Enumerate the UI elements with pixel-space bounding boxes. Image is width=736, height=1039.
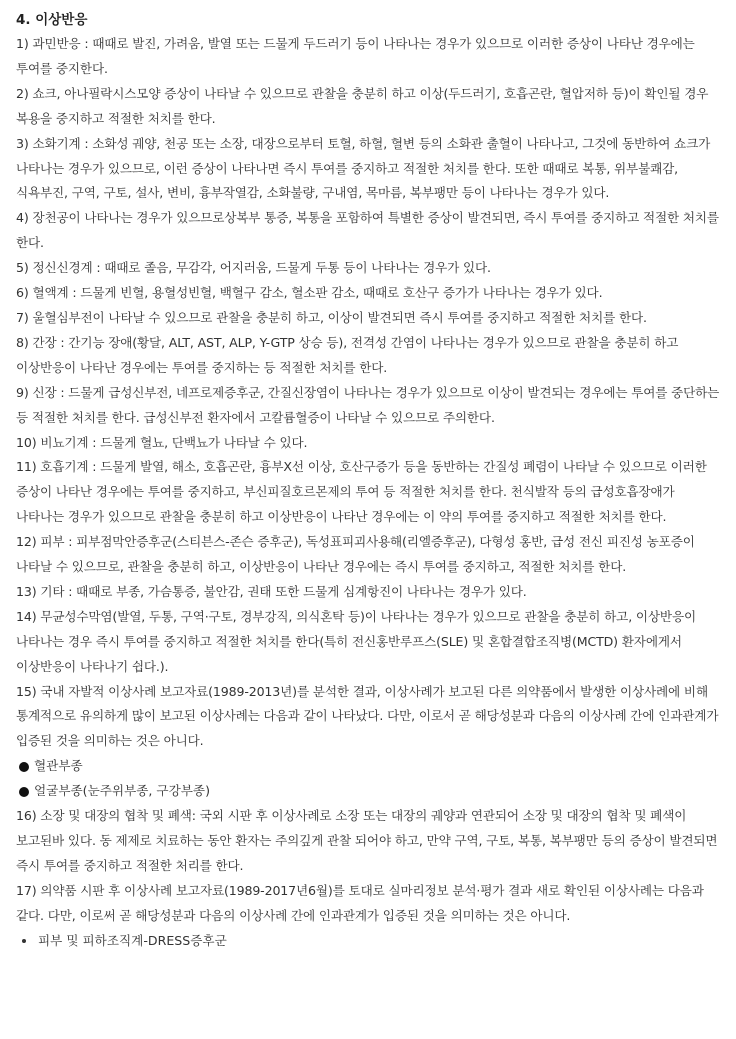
bullet-dot-icon [19,787,29,797]
bullet-text: 혈관부종 [34,758,83,774]
bullet-dot-icon [19,762,29,772]
paragraph-13: 13) 기타 : 때때로 부종, 가슴통증, 불안감, 권태 또한 드물게 심계항진이 나타나는 경우가 있다. [16,583,527,599]
bullet-text: 얼굴부종(눈주위부종, 구강부종) [34,783,210,799]
paragraph-7: 7) 울혈심부전이 나타날 수 있으므로 관찰을 충분히 하고, 이상이 발견되면 즉시 투여를 중지하고 적절한 처치를 한다. [16,309,647,325]
paragraph-10: 10) 비뇨기계 : 드물게 혈뇨, 단백뇨가 나타날 수 있다. [16,434,308,450]
paragraph-17: 17) 의약품 시판 후 이상사례 보고자료(1989-2017년6월)를 토대로 실마리정보 분석·평가 결과 새로 확인된 이상사례는 다음과 같다. 다만, 이로써 곧 해당성분과 다음의 이상사례 간에 인과관계가 입증된 것을 의미하는 것은 아니다. [16,882,704,923]
paragraph-2: 2) 쇼크, 아나필락시스모양 증상이 나타날 수 있으므로 관찰을 충분히 하고 이상(두드러기, 호흡곤란, 혈압저하 등)이 확인될 경우 복용을 중지하고 적절한 처치를 한다. [16,85,709,126]
small-bullet-dot-icon [22,939,26,943]
paragraph-3: 3) 소화기계 : 소화성 궤양, 천공 또는 소장, 대장으로부터 토혈, 하혈, 혈변 등의 소화관 출혈이 나타나고, 그것에 동반하여 쇼크가 나타나는 경우가 있으므로, 이런 증상이 나타나면 즉시 투여를 중지하고 적절한 처치를 한다. 또한 때때로 복통, 위부불쾌감, 식욕부진, 구역, 구토, 설사, 변비, 흉부작열감, 소화불량, 구내염, 목마름, 복부팽만 등이 나타나는 경우가 있다. [16,135,711,201]
paragraph-8: 8) 간장 : 간기능 장애(황달, ALT, AST, ALP, Y-GTP 상승 등), 전격성 간염이 나타나는 경우가 있으므로 관찰을 충분히 하고 이상반응이 나타난 경우에는 투여를 중지하는 등 적절한 처치를 한다. [16,334,679,375]
bullet-item [16,754,720,779]
paragraph-6: 6) 혈액계 : 드물게 빈혈, 용혈성빈혈, 백혈구 감소, 혈소판 감소, 때때로 호산구 증가가 나타나는 경우가 있다. [16,285,603,301]
paragraph-9: 9) 신장 : 드물게 급성신부전, 네프로제증후군, 간질신장염이 나타나는 경우가 있으므로 이상이 발견되는 경우에는 투여를 중단하는 등 적절한 처치를 한다. 급성신부전 환자에서 고칼륨혈증이 나타날 수 있으므로 주의한다. [16,384,720,425]
paragraph-14: 14) 무균성수막염(발열, 두통, 구역·구토, 경부강직, 의식혼탁 등)이 나타나는 경우가 있으므로 관찰을 충분히 하고, 이상반응이 나타나는 경우 즉시 투여를 중지하고 적절한 처치를 한다(특히 전신홍반루프스(SLE) 및 혼합결합조직병(MCTD) 환자에게서 이상반응이 나타나기 쉽다.). [16,608,696,674]
paragraph-16: 16) 소장 및 대장의 협착 및 폐색: 국외 시판 후 이상사례로 소장 또는 대장의 궤양과 연관되어 소장 및 대장의 협착 및 폐색이 보고된바 있다. 동 제제로 치료하는 동안 환자는 주의깊게 관찰 되어야 하고, 만약 구역, 구토, 복통, 복부팽만 등의 증상이 발견되면 즉시 투여를 중지하고 적절한 처리를 한다. [16,808,718,873]
sub-bullet-item [16,929,720,954]
paragraph-11: 11) 호흡기계 : 드물게 발열, 해소, 호흡곤란, 흉부X선 이상, 호산구증가 등을 동반하는 간질성 폐렴이 나타날 수 있으므로 이러한 증상이 나타난 경우에는 투여를 중지하고, 부신피질호르몬제의 투여 등 적절한 처치를 한다. 천식발작 등의 급성호흡장애가 나타나는 경우가 있으므로 관찰을 충분히 하고 이상반응이 나타난 경우에는 이 약의 투여를 중지하고 적절한 처치를 한다. [16,459,707,525]
paragraph-12: 12) 피부 : 피부점막안증후군(스티븐스-존슨 증후군), 독성표피괴사용해(리엘증후군), 다형성 홍반, 급성 전신 피진성 농포증이 나타날 수 있으므로, 관찰을 충분히 하고, 이상반응이 나타난 경우에는 즉시 투여를 중지하고, 적절한 처치를 한다. [16,534,695,575]
paragraph-15: 15) 국내 자발적 이상사례 보고자료(1989-2013년)를 분석한 결과, 이상사례가 보고된 다른 의약품에서 발생한 이상사례에 비해 통계적으로 유의하게 많이 보고된 이상사례는 다음과 같이 나타났다. 다만, 이로서 곧 해당성분과 다음의 이상사례 간에 인과관계가 입증된 것을 의미하는 것은 아니다. [16,683,719,749]
paragraph-5: 5) 정신신경계 : 때때로 졸음, 무감각, 어지러움, 드물게 두통 등이 나타나는 경우가 있다. [16,260,491,276]
paragraph-4: 4) 장천공이 나타나는 경우가 있으므로상복부 통증, 복통을 포함하여 특별한 증상이 발견되면, 즉시 투여를 중지하고 적절한 처치를 한다. [16,210,719,251]
paragraph-1: 1) 과민반응 : 때때로 발진, 가려움, 발열 또는 드물게 두드러기 등이 나타나는 경우가 있으므로 이러한 증상이 나타난 경우에는 투여를 중지한다. [16,36,695,76]
section-title: 4. 이상반응 [16,12,88,28]
bullet-item [16,779,720,804]
sub-bullet-text: 피부 및 피하조직계-DRESS증후군 [38,932,227,948]
